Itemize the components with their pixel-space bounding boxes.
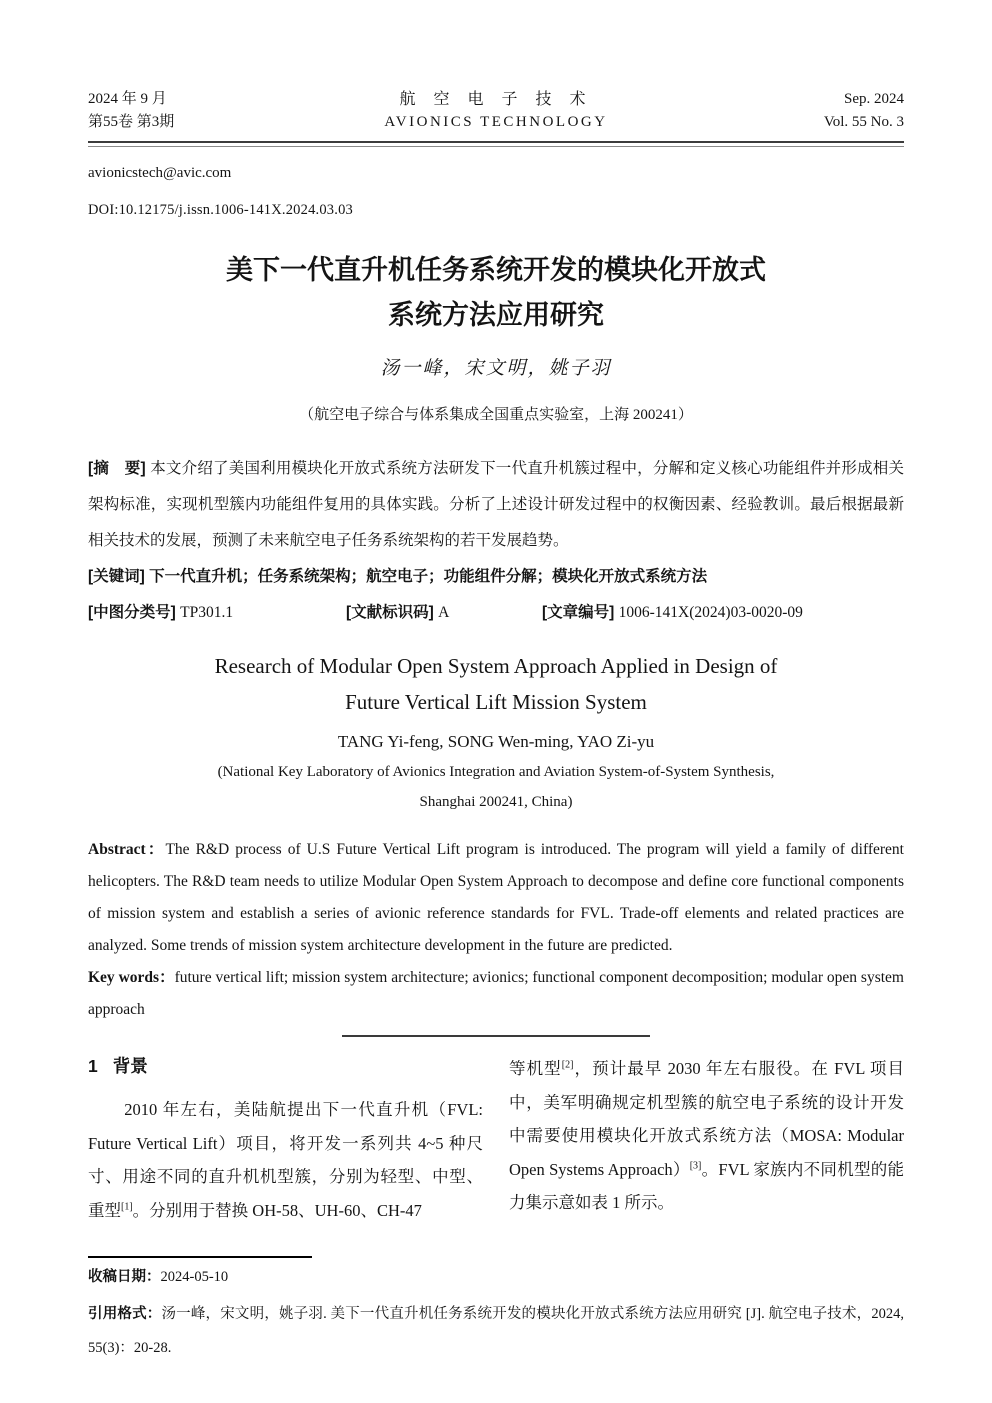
header-issue-info-en [684, 88, 904, 134]
keywords-en-label: Key words： [88, 969, 175, 986]
body-left-text-1: 2010 年左右，美陆航提出下一代直升机（FVL: Future Vertical Lift）项目，将开发一系列共 4~5 种尺寸、用途不同的直升机机型簇，分别为轻型、中型、重型 [88, 1100, 483, 1220]
keywords-en-text: future vertical lift; mission system architecture; avionics; functional component decomposition; modular open system approach [88, 969, 904, 1018]
affiliation-en-line1: (National Key Laboratory of Avionics Integration and Aviation System-of-System Synthesis, [217, 764, 775, 780]
affiliation-en-line2: Shanghai 200241, China) [419, 794, 573, 810]
citation-format-text: 汤一峰，宋文明，姚子羽. 美下一代直升机任务系统开发的模块化开放式系统方法应用研究 [J]. 航空电子技术，2024, 55(3)：20-28. [88, 1305, 904, 1356]
authors-zh: 汤一峰，宋文明，姚子羽 [380, 358, 612, 379]
affiliation-en [88, 757, 904, 817]
header-double-rule [88, 141, 904, 147]
header-issue-info-cn [88, 88, 308, 134]
keywords-zh-label: [关键词] [88, 568, 150, 585]
paper-title-zh-line2: 系统方法应用研究 [388, 300, 604, 330]
paper-title-en-line2: Future Vertical Lift Mission System [345, 690, 647, 714]
received-date-label: 收稿日期： [88, 1269, 161, 1285]
paper-title-en-line1: Research of Modular Open System Approach Applied in Design of [214, 654, 778, 678]
document-code [346, 595, 542, 631]
citation-format-label: 引用格式： [88, 1305, 162, 1322]
section-1-heading [88, 1052, 483, 1080]
citation-ref-1: [1] [121, 1201, 133, 1212]
keywords-en [88, 962, 904, 1026]
footnote-citation [88, 1297, 904, 1366]
body-columns [88, 1052, 904, 1230]
abstract-en-label: Abstract： [88, 841, 166, 858]
header-date-cn: 2024 年 9 月 [88, 91, 167, 107]
clc-label: [中图分类号] [88, 604, 181, 621]
paper-title-zh [88, 248, 904, 338]
keywords-zh [88, 559, 904, 595]
body-right-text-1: 等机型 [509, 1059, 562, 1078]
body-right-text-2: ，预计最早 2030 年左右服役。在 FVL 项目中，美军明确规定机型簇的航空电子系统的设计开发中需要使用模块化开放式系统方法（MOSA: Modular Open Systems Approach） [509, 1059, 905, 1179]
affiliation-zh: （航空电子综合与体系集成全国重点实验室，上海 200241） [299, 407, 693, 423]
article-id-label: [文章编号] [542, 604, 619, 621]
journal-header [88, 88, 904, 134]
journal-name-cn: 航 空 电 子 技 术 [399, 91, 593, 108]
article-id-value: 1006-141X(2024)03-0020-09 [618, 604, 803, 621]
footnote-block [88, 1256, 904, 1366]
body-right-text-3: 。FVL 家族内不同机型的能力集示意如表 1 所示。 [509, 1159, 904, 1212]
abstract-en-text: The R&D process of U.S Future Vertical Lift program is introduced. The program will yield a family of different helicopters. The R&D team needs to utilize Modular Open System Approach to decompose and define core functional components of mission system and establish a series of avionic reference standards for FVL. Trade-off elements and related practices are analyzed. Some trends of mission system architecture development in the future are predicted. [88, 841, 904, 954]
classification-line [88, 595, 904, 631]
doi-line: DOI:10.12175/j.issn.1006-141X.2024.03.03 [88, 202, 353, 218]
abstract-zh-label: [摘 要] [88, 460, 151, 477]
abstract-en [88, 834, 904, 962]
body-paragraph-right [509, 1052, 904, 1220]
paper-title-en [88, 648, 904, 720]
section-1-title: 背景 [112, 1056, 148, 1076]
journal-title-block [308, 88, 684, 134]
clc-value: TP301.1 [180, 604, 234, 621]
document-code-value: A [438, 604, 450, 621]
article-id [542, 595, 904, 631]
body-left-text-2: 。分别用于替换 OH-58、UH-60、CH-47 [132, 1200, 422, 1220]
abstract-zh [88, 451, 904, 559]
citation-ref-2: [2] [561, 1059, 574, 1071]
journal-name-en: AVIONICS TECHNOLOGY [384, 114, 608, 130]
journal-email: avionicstech@avic.com [88, 165, 232, 181]
body-paragraph-left [88, 1093, 483, 1227]
citation-ref-3: [3] [689, 1160, 702, 1171]
footnote-received [88, 1260, 904, 1295]
document-code-label: [文献标识码] [346, 604, 439, 621]
header-volume-cn: 第55卷 第3期 [88, 114, 175, 130]
body-right-column [509, 1052, 904, 1230]
paper-title-zh-line1: 美下一代直升机任务系统开发的模块化开放式 [226, 255, 766, 285]
authors-en: TANG Yi-feng, SONG Wen-ming, YAO Zi-yu [337, 732, 655, 751]
received-date-value: 2024-05-10 [160, 1269, 229, 1285]
header-volume-en: Vol. 55 No. 3 [823, 114, 904, 130]
abstract-body-separator-rule [342, 1035, 650, 1037]
clc-number [88, 595, 346, 631]
abstract-zh-text: 本文介绍了美国利用模块化开放式系统方法研发下一代直升机簇过程中，分解和定义核心功能组件并形成相关架构标准，实现机型簇内功能组件复用的具体实践。分析了上述设计研发过程中的权衡因素、经验教训。最后根据最新相关技术的发展，预测了未来航空电子任务系统架构的若干发展趋势。 [88, 460, 904, 549]
keywords-zh-text: 下一代直升机；任务系统架构；航空电子；功能组件分解；模块化开放式系统方法 [149, 568, 708, 585]
footnote-rule [88, 1256, 312, 1258]
header-date-en: Sep. 2024 [844, 91, 904, 107]
body-left-column [88, 1052, 483, 1230]
section-1-number: 1 [88, 1056, 98, 1076]
